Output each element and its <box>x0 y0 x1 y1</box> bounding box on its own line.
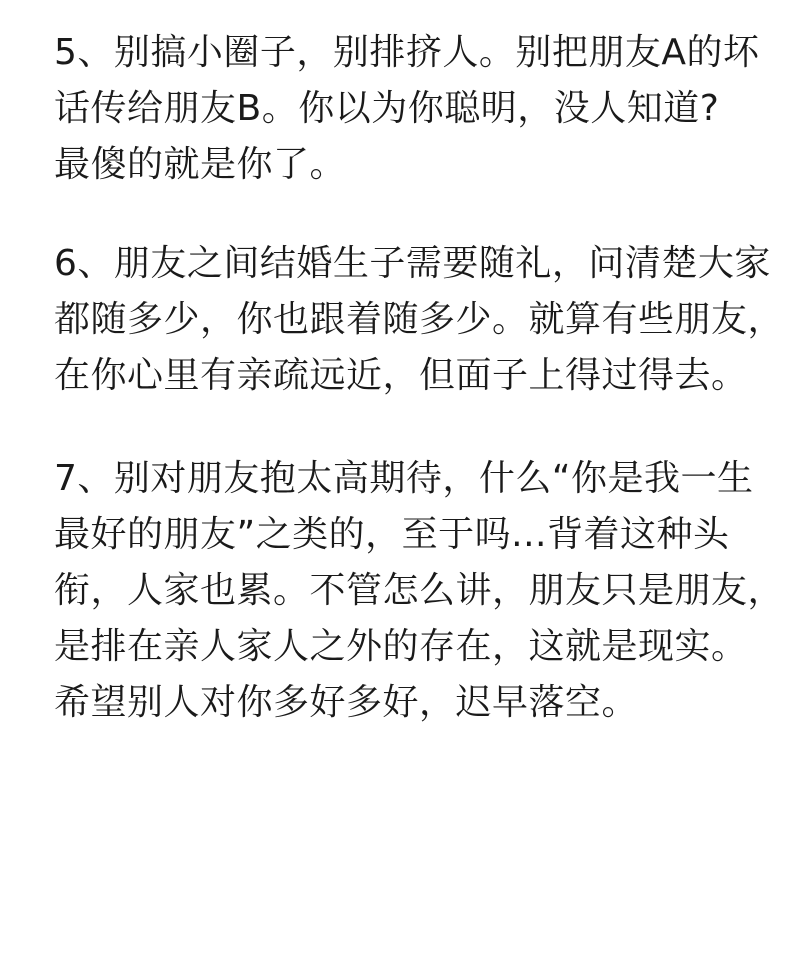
paragraph-line: 7、别对朋友抱太高期待，什么“你是我一生 <box>54 458 754 499</box>
paragraph-line: 6、朋友之间结婚生子需要随礼，问清楚大家 <box>54 243 771 284</box>
paragraph-line: 5、别搞小圈子，别排挤人。别把朋友A的坏 <box>54 32 760 73</box>
paragraph-line: 最傻的就是你了。 <box>54 144 347 185</box>
paragraph-7 <box>54 451 785 731</box>
paragraph-line: 希望别人对你多好多好，迟早落空。 <box>54 682 639 723</box>
paragraph-line: 最好的朋友”之类的，至于吗...背着这种头 <box>54 514 730 555</box>
paragraph-line: 在你心里有亲疏远近，但面子上得过得去。 <box>54 355 748 396</box>
paragraph-5 <box>54 25 760 193</box>
paragraph-line: 衔，人家也累。不管怎么讲，朋友只是朋友， <box>54 570 785 611</box>
paragraph-line: 是排在亲人家人之外的存在，这就是现实。 <box>54 626 748 667</box>
paragraph-line: 都随多少，你也跟着随多少。就算有些朋友， <box>54 299 785 340</box>
paragraph-6 <box>54 236 785 404</box>
paragraph-line: 话传给朋友B。你以为你聪明，没人知道? <box>54 88 720 129</box>
